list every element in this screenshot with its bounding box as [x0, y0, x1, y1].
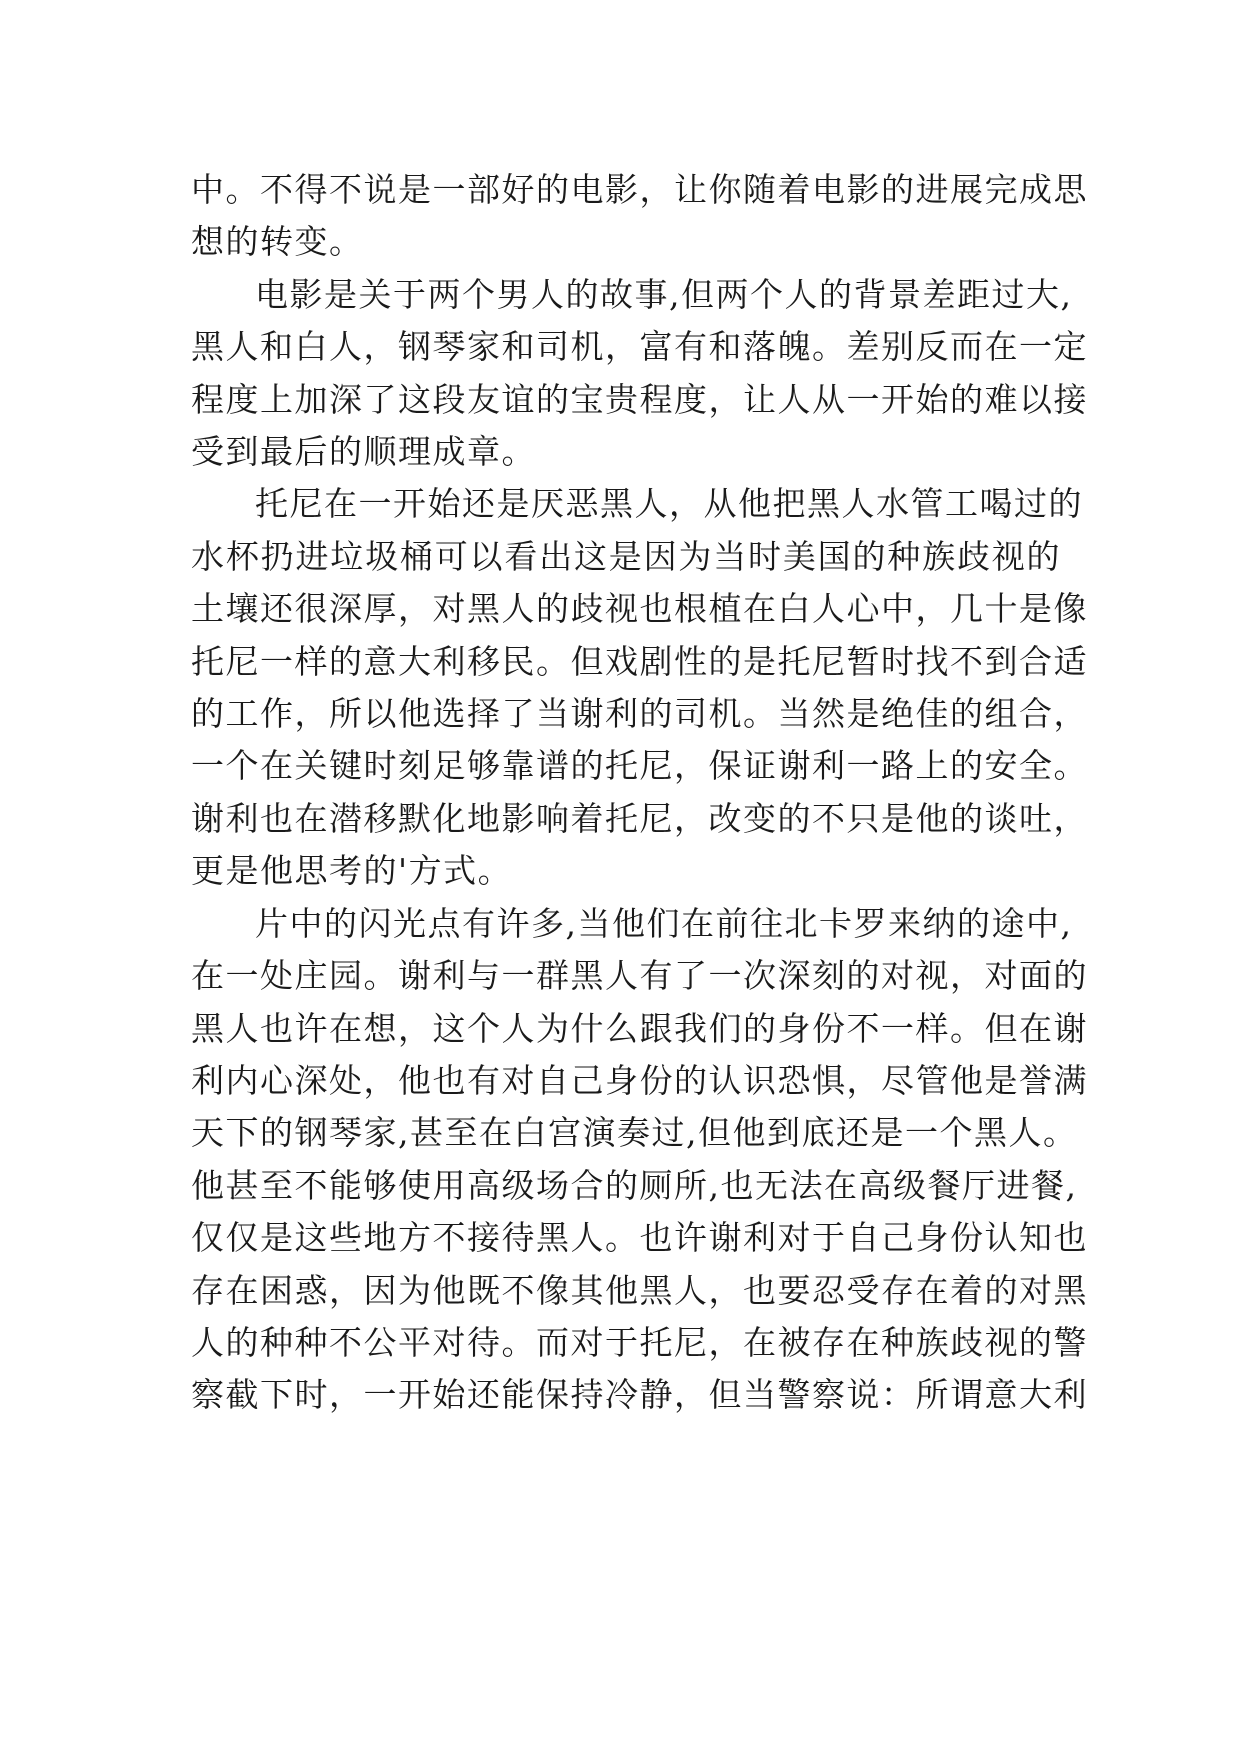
text-line: 一个在关键时刻足够靠谱的托尼，保证谢利一路上的安全。: [191, 746, 1088, 786]
text-line: 存在困惑，因为他既不像其他黑人，也要忍受存在着的对黑: [191, 1270, 1088, 1310]
text-line: 土壤还很深厚，对黑人的歧视也根植在白人心中，几十是像: [191, 589, 1088, 629]
paragraph-4: [191, 898, 1088, 1422]
text-line: 片中的闪光点有许多,当他们在前往北卡罗来纳的途中,: [255, 903, 1073, 943]
paragraph-1: [191, 164, 1088, 269]
text-line: 程度上加深了这段友谊的宝贵程度，让人从一开始的难以接: [191, 379, 1088, 419]
text-line: 在一处庄园。谢利与一群黑人有了一次深刻的对视，对面的: [191, 956, 1088, 996]
text-line: 的工作，所以他选择了当谢利的司机。当然是绝佳的组合，: [191, 694, 1088, 734]
text-line: 察截下时，一开始还能保持冷静，但当警察说：所谓意大利: [191, 1375, 1088, 1415]
text-line: 想的转变。: [191, 222, 364, 262]
text-line: 水杯扔进垃圾桶可以看出这是因为当时美国的种族歧视的: [191, 536, 1061, 576]
text-line: 天下的钢琴家,甚至在白宫演奏过,但他到底还是一个黑人。: [191, 1113, 1078, 1153]
text-line: 人的种种不公平对待。而对于托尼，在被存在种族歧视的警: [191, 1322, 1088, 1362]
paragraph-2: [191, 269, 1088, 479]
text-line: 利内心深处，他也有对自己身份的认识恐惧，尽管他是誉满: [191, 1060, 1088, 1100]
text-line: 黑人和白人，钢琴家和司机，富有和落魄。差别反而在一定: [191, 327, 1088, 367]
text-line: 仅仅是这些地方不接待黑人。也许谢利对于自己身份认知也: [191, 1218, 1088, 1258]
text-line: 受到最后的顺理成章。: [191, 432, 536, 472]
text-line: 托尼在一开始还是厌恶黑人，从他把黑人水管工喝过的: [255, 484, 1083, 524]
document-body: [191, 164, 1088, 1422]
text-line: 更是他思考的'方式。: [191, 851, 513, 891]
text-line: 中。不得不说是一部好的电影，让你随着电影的进展完成思: [191, 170, 1088, 209]
text-line: 谢利也在潜移默化地影响着托尼，改变的不只是他的谈吐，: [191, 798, 1088, 838]
text-line: 托尼一样的意大利移民。但戏剧性的是托尼暂时找不到合适: [191, 641, 1088, 681]
text-line: 黑人也许在想，这个人为什么跟我们的身份不一样。但在谢: [191, 1008, 1088, 1048]
paragraph-3: [191, 478, 1088, 897]
text-line: 他甚至不能够使用高级场合的厕所,也无法在高级餐厅进餐,: [191, 1165, 1078, 1205]
text-line: 电影是关于两个男人的故事,但两个人的背景差距过大,: [255, 274, 1073, 314]
